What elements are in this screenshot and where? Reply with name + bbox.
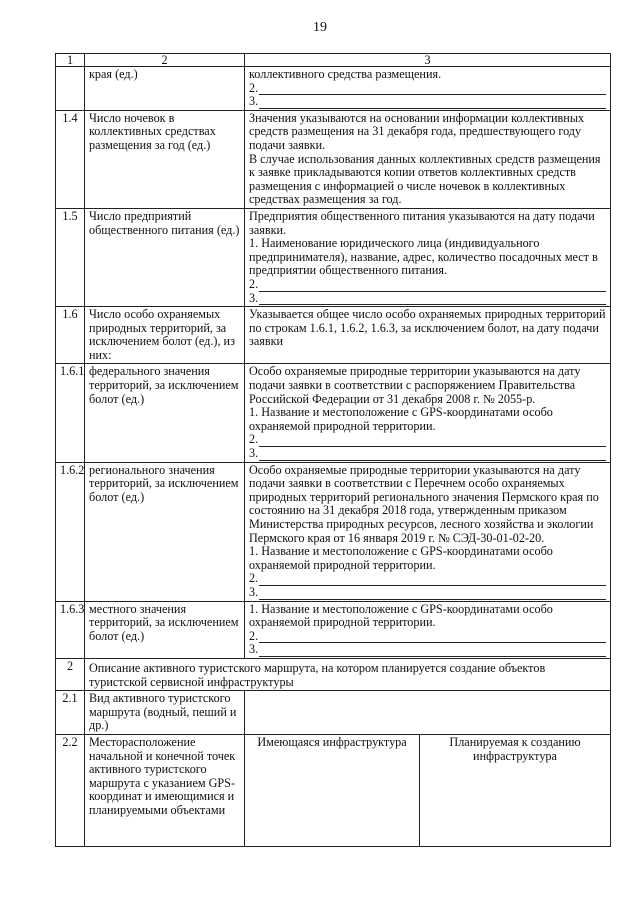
row-number: 1.6 — [56, 307, 85, 364]
row-name: Число предприятий общественного питания (ед.) — [85, 208, 245, 306]
row-description — [245, 601, 611, 658]
row-number — [56, 67, 85, 111]
header-col-1: 1 — [56, 54, 85, 67]
blank-entry-number: 2. — [249, 80, 259, 95]
blank-entry-number: 2. — [249, 571, 259, 586]
row-number: 2 — [56, 658, 85, 690]
blank-underline — [259, 574, 606, 586]
row-number: 1.4 — [56, 110, 85, 208]
blank-entry-line — [249, 433, 606, 447]
row-name: регионального значения территорий, за исключением болот (ед.) — [85, 462, 245, 601]
section-2-title: Описание активного туристского маршрута, на котором планируется создание объектов туристской сервисной инфраструктуры — [85, 658, 611, 690]
blank-underline — [259, 435, 606, 447]
description-paragraph: Значения указываются на основании информации коллективных средств размещения на 31 декабря года, предшествующего году подачи заявки. — [249, 110, 585, 152]
row-number: 2.2 — [56, 734, 85, 846]
description-paragraph: В случае использования данных коллективных средств размещения к заявке прикладываются копии ответов коллективных средств размещения с информацией о числе ночевок в коллективных средствах размещения за год. — [249, 151, 601, 207]
blank-entry-number: 3. — [249, 642, 259, 657]
row-name: местного значения территорий, за исключением болот (ед.) — [85, 601, 245, 658]
blank-entry-number: 3. — [249, 584, 259, 599]
row-description — [245, 208, 611, 306]
table-row — [56, 67, 611, 111]
blank-underline — [259, 97, 606, 109]
blank-underline — [259, 631, 606, 643]
row-number: 1.6.2 — [56, 462, 85, 601]
blank-underline — [259, 293, 606, 305]
blank-underline — [259, 645, 606, 657]
row-2-1 — [56, 691, 611, 735]
blank-entry-line — [249, 82, 606, 96]
row-name: Число особо охраняемых природных территорий, за исключением болот (ед.), из них: — [85, 307, 245, 364]
section-2-row — [56, 658, 611, 690]
blank-entry-line — [249, 292, 606, 306]
planned-infrastructure-cell: Планируемая к созданию инфраструктура — [420, 734, 611, 846]
table-row — [56, 462, 611, 601]
description-paragraph: 1. Название и местоположение с GPS-координатами особо охраняемой природной территории. — [249, 405, 553, 433]
header-col-2: 2 — [85, 54, 245, 67]
row-number: 2.1 — [56, 691, 85, 735]
row-description — [245, 110, 611, 208]
row-name: Месторасположение начальной и конечной точек активного туристского маршрута с указанием GPS-координат и имеющимися и планируемыми объектами — [85, 734, 245, 846]
table-body — [56, 67, 611, 659]
row-value-empty — [245, 691, 611, 735]
row-description — [245, 364, 611, 462]
page-number: 19 — [313, 20, 327, 35]
table-row — [56, 364, 611, 462]
header-row — [56, 54, 611, 67]
row-description — [245, 307, 611, 364]
description-paragraph: 1. Название и местоположение с GPS-координатами особо охраняемой природной территории. — [249, 601, 553, 630]
description-paragraph: 1. Название и местоположение с GPS-координатами особо охраняемой природной территории. — [249, 544, 553, 572]
blank-entry-line — [249, 586, 606, 600]
blank-entry-line — [249, 278, 606, 292]
row-name: края (ед.) — [85, 67, 245, 111]
description-paragraph: Особо охраняемые природные территории указываются на дату подачи заявки в соответствии с распоряжением Правительства Российской Федерации от 31 декабря 2008 г. № 2055-р. — [249, 364, 581, 406]
description-paragraph: Особо охраняемые природные территории указываются на дату подачи заявки в соответствии с Перечнем особо охраняемых природных территорий регионального значения Пермского края по состоянию на 31 декабря 2018 года, утвержденным приказом Министерства природных ресурсов, лесного хозяйства и экологии Пермского края от 16 января 2019 г. № СЭД-30-01-02-20. — [249, 462, 599, 545]
application-table — [55, 53, 611, 847]
description-paragraph: Предприятия общественного питания указываются на дату подачи заявки. — [249, 208, 595, 237]
table-row — [56, 208, 611, 306]
row-number: 1.6.1 — [56, 364, 85, 462]
blank-entry-line — [249, 643, 606, 657]
table-row — [56, 601, 611, 658]
table-row — [56, 110, 611, 208]
description-paragraph: Указывается общее число особо охраняемых природных территорий по строкам 1.6.1, 1.6.2, 1.6.3, за исключением болот, на дату подачи заявки — [249, 307, 606, 349]
blank-underline — [259, 588, 606, 600]
row-name: федерального значения территорий, за исключением болот (ед.) — [85, 364, 245, 462]
blank-underline — [259, 280, 606, 292]
table-row — [56, 307, 611, 364]
row-2-2 — [56, 734, 611, 846]
blank-entry-number: 3. — [249, 290, 259, 305]
row-name: Вид активного туристского маршрута (водный, пеший и др.) — [85, 691, 245, 735]
blank-entry-line — [249, 95, 606, 109]
blank-entry-line — [249, 630, 606, 644]
blank-underline — [259, 449, 606, 461]
blank-entry-line — [249, 447, 606, 461]
row-name: Число ночевок в коллективных средствах размещения за год (ед.) — [85, 110, 245, 208]
blank-entry-number: 3. — [249, 446, 259, 461]
description-paragraph: коллективного средства размещения. — [249, 67, 442, 81]
row-description — [245, 462, 611, 601]
blank-entry-number: 3. — [249, 94, 259, 109]
existing-infrastructure-cell: Имеющаяся инфраструктура — [245, 734, 420, 846]
blank-entry-number: 2. — [249, 276, 259, 291]
blank-underline — [259, 83, 606, 95]
row-description — [245, 67, 611, 111]
header-col-3: 3 — [245, 54, 611, 67]
row-number: 1.5 — [56, 208, 85, 306]
blank-entry-number: 2. — [249, 432, 259, 447]
blank-entry-line — [249, 572, 606, 586]
row-number: 1.6.3 — [56, 601, 85, 658]
blank-entry-number: 2. — [249, 628, 259, 643]
description-paragraph: 1. Наименование юридического лица (индивидуального предпринимателя), название, адрес, количество посадочных мест в предприятии общественного питания. — [249, 236, 598, 278]
